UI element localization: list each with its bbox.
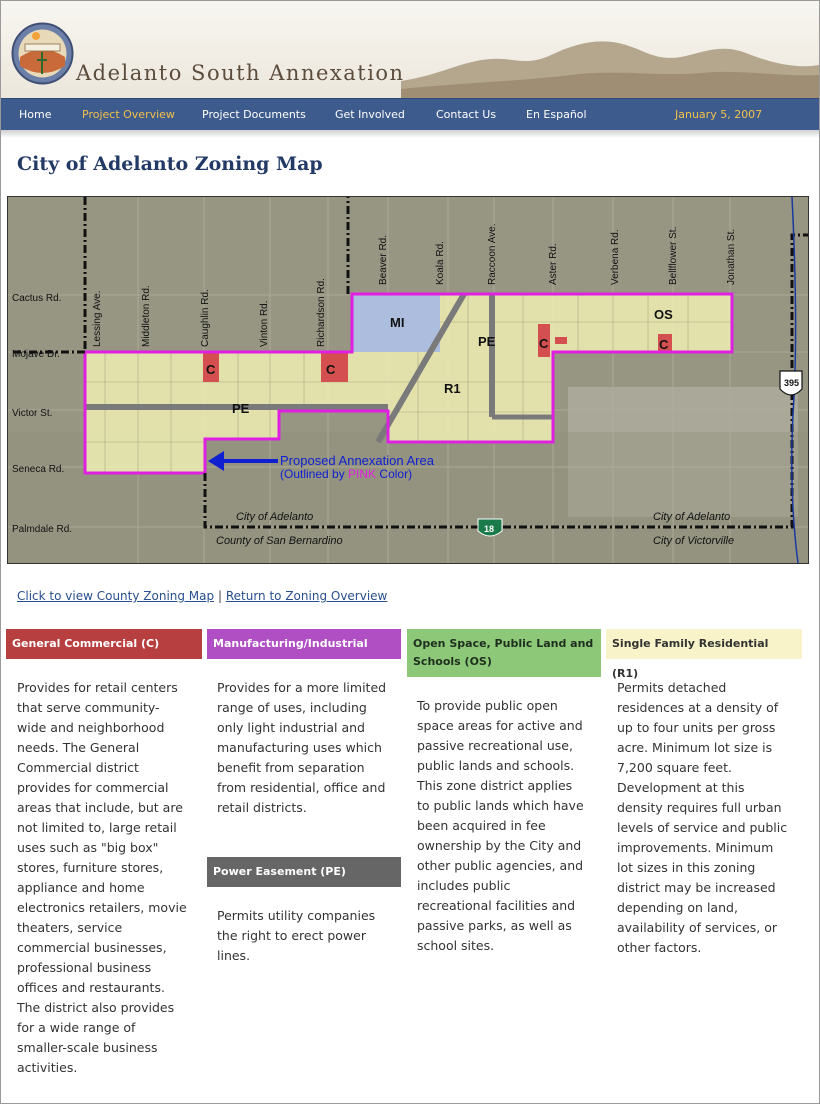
return-zoning-overview-link[interactable]: Return to Zoning Overview [225,589,388,603]
map-zone-os: OS [654,307,673,322]
map-city-adelanto-east: City of Adelanto [653,511,731,523]
map-street-label: Beaver Rd. [378,234,389,285]
nav-date: January 5, 2007 [675,108,763,121]
map-zone-r1: R1 [444,381,461,396]
nav-shadow [1,130,819,138]
nav-get-involved[interactable]: Get Involved [335,108,405,121]
map-street-label: Caughlin Rd. [200,289,211,347]
map-county-label: County of San Bernardino [216,535,343,547]
nav-en-espanol[interactable]: En Español [526,108,587,121]
map-zone-mi: MI [390,315,405,330]
map-city-victorville: City of Victorville [653,535,735,547]
map-zone-c4: C [659,337,669,352]
map-zone-pe-east: PE [478,334,496,349]
highway-18-icon [478,519,502,536]
nav-project-documents[interactable]: Project Documents [202,108,306,121]
zone-header-commercial: General Commercial (C) [6,629,202,659]
map-street-label: Jonathan St. [726,228,737,285]
site-title: Adelanto South Annexation [76,61,405,85]
zone-text-power: Permits utility companies the right to erect power lines. [217,908,376,963]
zone-header-industrial: Manufacturing/Industrial (MI) [207,629,401,659]
zoning-map[interactable] [7,196,809,564]
zone-header-openspace: Open Space, Public Land and Schools (OS) [407,629,601,677]
map-row-label: Victor St. [12,408,53,419]
map-street-label: Aster Rd. [548,243,559,285]
zone-header-power: Power Easement (PE) [207,857,401,887]
link-separator: | [217,589,223,603]
map-row-label: Palmdale Rd. [12,524,73,535]
site-header [1,1,819,98]
svg-text:395: 395 [784,378,800,388]
zone-text-residential: Permits detached residences at a density of up to four units per gross acre. Minimum lot size is 7,200 square feet. Development at this density requires full urban levels of service and public improvements. Minimum lot sizes in this zoning district may be increased depending on land, availability of services, or other factors. [617,680,788,955]
zone-header-residential: Single Family Residential (R1) [606,629,802,659]
zone-text-industrial: Provides for a more limited range of uses, including only light industrial and manufacturing uses which benefit from separation from residential, office and retail districts. [217,680,387,815]
map-city-adelanto-west: City of Adelanto [236,511,314,523]
map-street-label: Lessing Ave. [92,290,103,347]
main-nav [1,98,819,131]
map-row-label: Mojave Dr. [12,349,60,360]
map-street-label: Koala Rd. [435,241,446,285]
mountains-icon [401,31,819,98]
map-street-label: Verbena Rd. [610,229,621,285]
annexation-label-line1: Proposed Annexation Area [280,453,434,468]
map-row-label: Seneca Rd. [12,464,65,475]
annexation-label-line2: (Outlined by PINK Color) [280,467,413,481]
map-street-label: Richardson Rd. [316,278,327,347]
page-title: City of Adelanto Zoning Map [17,153,323,175]
svg-text:18: 18 [484,524,495,534]
map-zone-c1: C [206,362,216,377]
zone-text-commercial: Provides for retail centers that serve community-wide and neighborhood needs. The General Commercial district provides for commercial areas that include, but are not limited to, large retail uses such as "big box" stores, furniture stores, appliance and home electronics retailers, movie theaters, service commercial businesses, professional business offices and restaurants. The district also provides for a wide range of smaller-scale business activities. [17,680,187,1075]
map-street-label: Raccoon Ave. [487,223,498,285]
map-street-label: Middleton Rd. [141,285,152,347]
map-zone-c3: C [539,336,549,351]
highway-395-icon [780,371,802,395]
nav-home[interactable]: Home [19,108,52,121]
city-seal-icon[interactable] [11,22,74,85]
nav-project-overview[interactable]: Project Overview [82,108,175,121]
zone-text-openspace: To provide public open space areas for active and passive recreational use, public lands and schools. This zone district applies to public lands which have been acquired in fee ownership by the City and other public agencies, and includes public recreational facilities and passive parks, as well as school sites. [417,698,584,953]
map-zone-c2: C [326,362,336,377]
map-links [17,589,387,603]
map-row-label: Cactus Rd. [12,293,62,304]
map-street-label: Bellflower St. [668,226,679,285]
county-zoning-map-link[interactable]: Click to view County Zoning Map [17,589,215,603]
map-street-label: Vinton Rd. [259,300,270,347]
map-zone-pe-west: PE [232,401,250,416]
nav-contact-us[interactable]: Contact Us [436,108,497,121]
